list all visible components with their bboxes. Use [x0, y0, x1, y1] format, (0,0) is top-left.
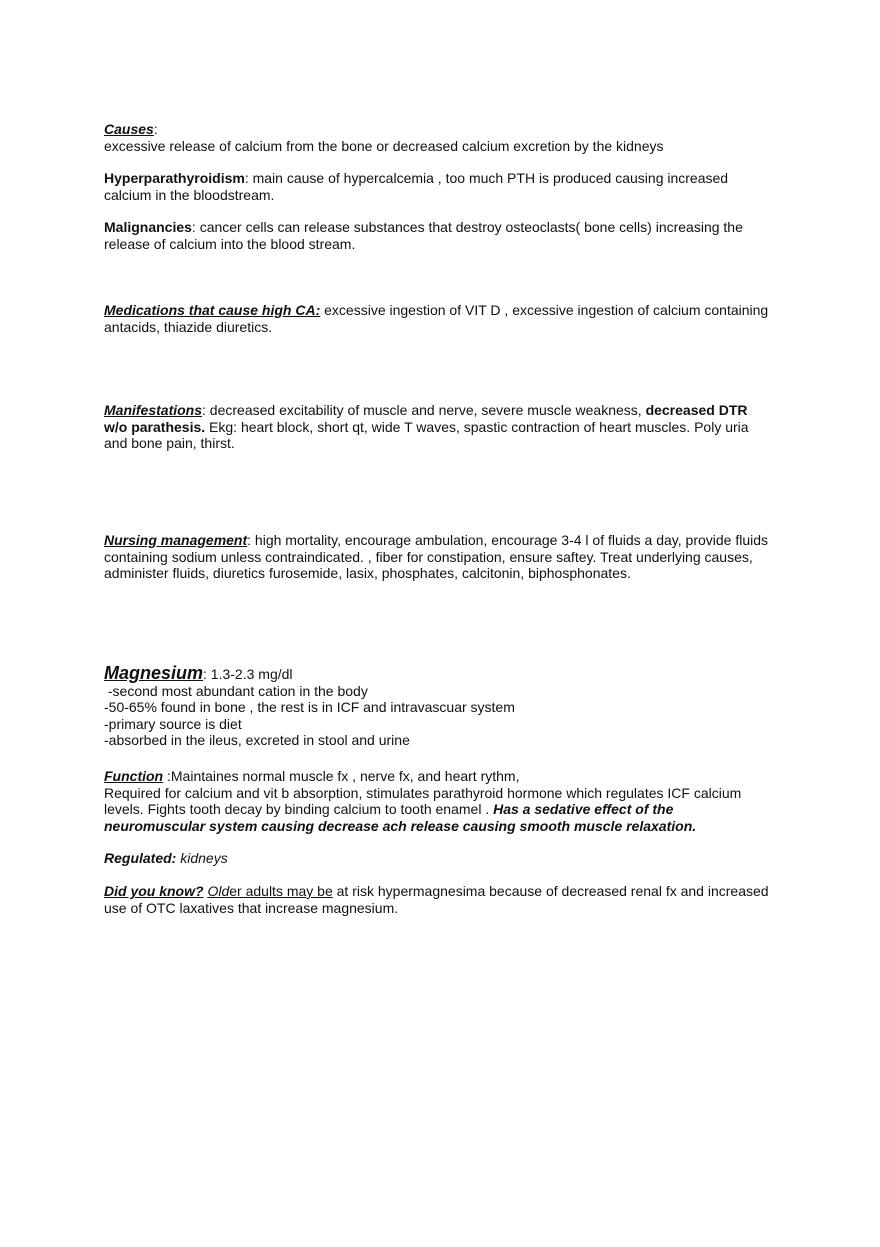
malignancies-text: : cancer cells can release substances that destroy osteoclasts( bone cells) increasing the release of calcium into the blood stream.	[104, 219, 743, 252]
nursing-paragraph	[104, 532, 769, 582]
magnesium-heading: Magnesium	[104, 663, 204, 683]
magnesium-bullet: -absorbed in the ileus, excreted in stool and urine	[104, 732, 410, 748]
did-you-know-text: at risk hypermagnesima because of decreased renal fx and increased use of OTC laxatives that increase magnesium.	[104, 883, 769, 916]
hyperparathyroidism-text: : main cause of hypercalcemia , too much PTH is produced causing increased calcium in the bloodstream.	[104, 170, 729, 203]
manifestations-paragraph	[104, 402, 769, 452]
medications-paragraph	[104, 302, 769, 335]
function-text: :Maintaines normal muscle fx , nerve fx, and heart rythm,	[163, 768, 520, 784]
magnesium-bullet: -second most abundant cation in the body	[104, 682, 368, 699]
malignancies-term: Malignancies	[104, 219, 192, 235]
did-you-know-heading: Did you know?	[104, 883, 204, 899]
regulated-label: Regulated:	[104, 850, 177, 866]
did-you-know-paragraph	[104, 883, 769, 916]
magnesium-section	[104, 665, 769, 749]
hyperparathyroidism-paragraph	[104, 170, 769, 203]
medications-heading: Medications that cause high CA:	[104, 302, 321, 318]
manifestations-bold: decreased DTR w/o parathesis.	[104, 402, 748, 435]
function-section	[104, 768, 769, 834]
did-you-know-underlined-part: er adults may be	[229, 883, 333, 899]
causes-heading: Causes	[104, 121, 154, 137]
causes-section	[104, 121, 769, 154]
causes-body: excessive release of calcium from the bone or decreased calcium excretion by the kidneys	[104, 137, 664, 154]
malignancies-paragraph	[104, 219, 769, 252]
manifestations-text-2: Ekg: heart block, short qt, wide T waves, spastic contraction of heart muscles. Poly uria and bone pain, thirst.	[104, 418, 749, 451]
function-heading: Function	[104, 768, 164, 784]
causes-colon: :	[153, 121, 158, 137]
hyperparathyroidism-term: Hyperparathyroidism	[104, 170, 245, 186]
function-text-2: Required for calcium and vit b absorption, stimulates parathyroid hormone which regulates ICF calcium levels. Fights tooth decay by binding calcium to tooth enamel .	[104, 784, 742, 817]
nursing-text: : high mortality, encourage ambulation, encourage 3-4 l of fluids a day, provide fluids containing sodium unless contraindicated. , fiber for constipation, ensure saftey. Treat underlying causes, administer fluids, diuretics furosemide, lasix, phosphates, calcitonin, biphosphonates.	[104, 532, 769, 581]
nursing-heading: Nursing management	[104, 532, 248, 548]
function-bold-italic: Has a sedative effect of the neuromuscular system causing decrease ach release causing smooth muscle relaxation.	[104, 801, 697, 834]
regulated-value: kidneys	[176, 850, 228, 866]
magnesium-bullet: -primary source is diet	[104, 715, 242, 732]
regulated-paragraph	[104, 850, 769, 867]
did-you-know-italic-part: Old	[207, 883, 230, 899]
magnesium-range: : 1.3-2.3 mg/dl	[203, 666, 293, 682]
medications-text: excessive ingestion of VIT D , excessive ingestion of calcium containing antacids, thiazide diuretics.	[104, 302, 769, 335]
manifestations-text: : decreased excitability of muscle and nerve, severe muscle weakness,	[202, 402, 646, 418]
manifestations-heading: Manifestations	[104, 402, 203, 418]
magnesium-bullet: -50-65% found in bone , the rest is in ICF and intravascuar system	[104, 699, 515, 715]
